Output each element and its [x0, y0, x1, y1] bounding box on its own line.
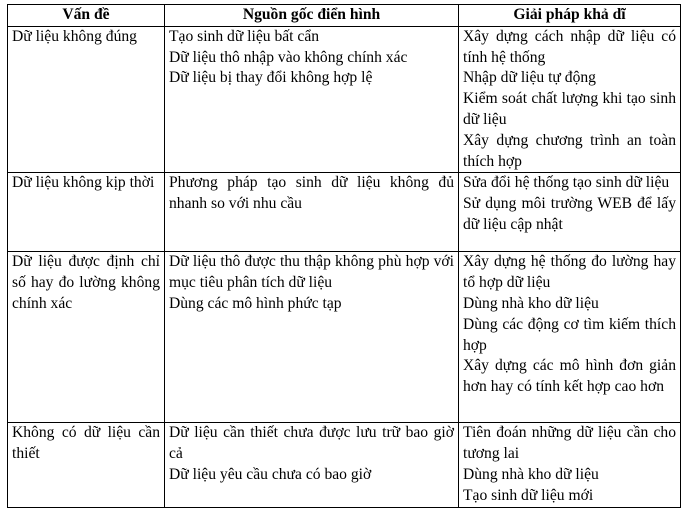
solution-item: Dùng các động cơ tìm kiếm thích hợp — [463, 315, 676, 354]
source-item: Dữ liệu cần thiết chưa được lưu trữ bao giờ cả — [169, 424, 454, 463]
solution-item: Xây dựng chương trình an toàn thích hợp — [463, 131, 676, 170]
solution-item: Tạo sinh dữ liệu mới — [463, 486, 594, 504]
solution-item: Sử dụng môi trường WEB để lấy dữ liệu cập nhật — [463, 195, 676, 233]
table-row — [8, 252, 681, 423]
solution-item: Xây dựng các mô hình đơn giản hơn hay có tính kết hợp cao hơn — [463, 357, 676, 396]
solution-item: Sửa đổi hệ thống tạo sinh dữ liệu — [463, 174, 670, 192]
header-row — [8, 5, 681, 27]
problem-cell: Dữ liệu được định chỉ số hay đo lường không chính xác — [8, 252, 165, 423]
header-sources: Nguồn gốc điển hình — [165, 5, 459, 27]
table-row — [8, 173, 681, 252]
solution-item: Xây dựng hệ thống đo lường hay tổ hợp dữ liệu — [463, 253, 676, 292]
source-item: Dữ liệu yêu cầu chưa có bao giờ — [169, 465, 372, 483]
solutions-cell — [459, 173, 681, 252]
sources-cell — [165, 252, 459, 423]
header-problem: Vấn đề — [8, 5, 165, 27]
problem-cell: Dữ liệu không đúng — [8, 26, 165, 173]
solution-item: Kiểm soát chất lượng khi tạo sinh dữ liệu — [463, 90, 676, 128]
source-item: Dữ liệu bị thay đổi không hợp lệ — [169, 69, 373, 87]
source-item: Dữ liệu thô được thu thập không phù hợp với mục tiêu phân tích dữ liệu — [169, 253, 454, 292]
problem-cell: Không có dữ liệu cần thiết — [8, 423, 165, 508]
solution-item: Tiên đoán những dữ liệu cần cho tương lai — [463, 424, 676, 463]
solutions-cell — [459, 423, 681, 508]
solution-item: Nhập dữ liệu tự động — [463, 69, 596, 87]
problem-cell: Dữ liệu không kịp thời — [8, 173, 165, 252]
sources-cell — [165, 26, 459, 173]
solution-item: Dùng nhà kho dữ liệu — [463, 465, 599, 483]
sources-cell — [165, 423, 459, 508]
table-row — [8, 26, 681, 173]
solutions-cell — [459, 252, 681, 423]
data-quality-table — [7, 4, 681, 508]
source-item: Tạo sinh dữ liệu bất cẩn — [169, 27, 320, 45]
source-item: Phương pháp tạo sinh dữ liệu không đủ nhanh so với nhu cầu — [169, 174, 454, 213]
solutions-cell — [459, 26, 681, 173]
solution-item: Dùng nhà kho dữ liệu — [463, 294, 599, 312]
header-solutions: Giải pháp khả dĩ — [459, 5, 681, 27]
solution-item: Xây dựng cách nhập dữ liệu có tính hệ thống — [463, 27, 676, 66]
sources-cell — [165, 173, 459, 252]
source-item: Dữ liệu thô nhập vào không chính xác — [169, 48, 408, 66]
table-row — [8, 423, 681, 508]
source-item: Dùng các mô hình phức tạp — [169, 294, 342, 312]
